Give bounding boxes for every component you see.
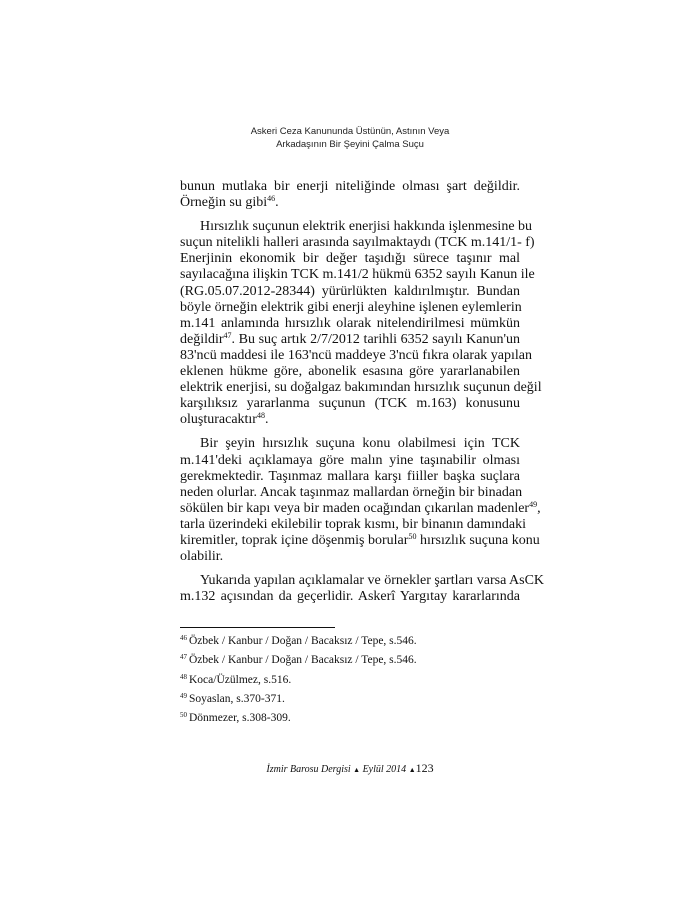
text-line [180, 179, 520, 195]
footnote-ref: 46 [267, 194, 276, 204]
footnote-text: Koca/Üzülmez, s.516. [189, 673, 292, 686]
line-text: Yukarıda yapılan açıklamalar ve örnekler şartları varsa AsCK [200, 573, 545, 589]
footnote-number: 48 [180, 672, 187, 681]
line-text: oluşturacaktır [180, 412, 257, 428]
header-line-1: Askeri Ceza Kanununda Üstünün, Astının Veya [250, 126, 450, 137]
footnote-text: Özbek / Kanbur / Doğan / Bacaksız / Tepe, s.546. [189, 654, 417, 667]
line-text: sayılacağına ilişkin TCK m.141/2 hükmü 6352 sayılı Kanun ile [180, 267, 535, 283]
text-line [180, 380, 542, 396]
paragraph [180, 573, 545, 605]
line-text: Örneğin su gibi [180, 195, 268, 211]
line-text: olabilir. [180, 549, 224, 565]
line-text: (RG.05.07.2012-28344) yürürlükten kaldırılmıştır. Bundan [180, 283, 520, 299]
footer-issue: Eylül 2014 [362, 764, 407, 775]
text-line [180, 436, 520, 452]
text-line [180, 499, 541, 517]
text-line [180, 316, 520, 332]
footnote-ref: 48 [256, 411, 265, 421]
footnote-number: 47 [180, 653, 187, 662]
line-text: neden olurlar. Ancak taşınmaz mallardan örneğin bir binadan [180, 484, 523, 500]
footnote-ref: 50 [408, 531, 417, 541]
footnote [180, 709, 417, 728]
text-line [180, 412, 520, 428]
footnote-ref: 47 [223, 330, 232, 340]
line-text: böyle örneğin elektrik gibi enerji aleyhine işlenen eylemlerin [180, 299, 522, 315]
page-footer [0, 761, 700, 776]
footnote-text: Soyaslan, s.370-371. [189, 692, 285, 705]
text-line [180, 469, 520, 485]
footer-separator-icon: ▲ [353, 766, 361, 774]
line-text: bunun mutlaka bir enerji niteliğinde olması şart değildir. [180, 179, 520, 194]
footnote [180, 671, 417, 690]
text-line [180, 300, 520, 316]
text-line [180, 589, 520, 605]
text-line [180, 284, 520, 300]
text-line [180, 332, 520, 348]
text-line [180, 549, 520, 565]
line-text: Enerjinin ekonomik bir değer taşıdığı sürece taşınır mal [180, 251, 520, 267]
text-line [180, 219, 533, 235]
footer-journal: İzmir Barosu Dergisi [266, 764, 351, 775]
line-text: . Bu suç artık 2/7/2012 tarihli 6352 sayılı Kanun'un [231, 331, 520, 347]
line-text: gerekmektedir. Taşınmaz mallara karşı fiiller başka suçlara [180, 468, 520, 484]
text-line [180, 267, 535, 283]
line-text: hırsızlık suçuna konu [416, 532, 540, 548]
line-text: . [275, 195, 279, 211]
footnote-number: 50 [180, 711, 187, 720]
text-line [180, 573, 545, 589]
line-text: 83'ncü maddesi ile 163'ncü maddeye 3'ncü fıkra olarak yapılan [180, 347, 533, 363]
text-line [180, 251, 520, 267]
running-header [0, 125, 700, 151]
paragraph [180, 219, 542, 428]
text-line [180, 364, 520, 380]
line-text: suçun nitelikli halleri arasında sayılmaktaydı (TCK m.141/1- f) [180, 235, 535, 251]
text-line [180, 516, 527, 533]
text-line [180, 396, 520, 412]
footnotes [180, 632, 417, 728]
line-text: karşılıksız yararlanma suçunun (TCK m.163) konusunu [180, 396, 520, 412]
text-line [180, 347, 533, 364]
line-text: Hırsızlık suçunun elektrik enerjisi hakkında işlenmesine bu [200, 219, 533, 235]
text-line [180, 531, 540, 549]
footnote [180, 651, 417, 670]
body-text [180, 179, 545, 613]
footnote-ref: 49 [529, 499, 538, 509]
line-text: değildir [180, 331, 224, 347]
line-text: m.141 anlamında hırsızlık olarak nitelendirilmesi mümkün [180, 315, 520, 331]
text-line [180, 453, 520, 469]
line-text: elektrik enerjisi, su doğalgaz bakımından hırsızlık suçunun değil [180, 380, 542, 396]
line-text: . [264, 412, 269, 428]
line-text: eklenen hükme göre, abonelik esasına göre yararlanabilen [180, 364, 520, 380]
footnote-number: 46 [180, 634, 187, 642]
footnote [180, 690, 417, 709]
header-line-2: Arkadaşının Bir Şeyini Çalma Suçu [276, 139, 424, 150]
paragraph [180, 179, 520, 211]
footnote-text: Özbek / Kanbur / Doğan / Bacaksız / Tepe, s.546. [189, 635, 417, 647]
line-text: m.132 açısından da geçerlidir. Askerî Yargıtay kararlarında [180, 589, 520, 605]
line-text: kiremitler, toprak içine döşenmiş borular [180, 532, 409, 548]
text-line [180, 235, 535, 251]
footnote [180, 632, 417, 651]
line-text: sökülen bir kapı veya bir maden ocağından çıkarılan madenler [180, 500, 530, 516]
footnote-divider [180, 627, 335, 628]
paragraph [180, 436, 541, 565]
footnote-text: Dönmezer, s.308-309. [189, 712, 291, 725]
text-line [180, 484, 523, 501]
line-text: , [537, 500, 541, 516]
line-text: Bir şeyin hırsızlık suçuna konu olabilmesi için TCK [200, 436, 520, 452]
page-number: 123 [415, 761, 434, 775]
line-text: tarla üzerindeki ekilebilir toprak kısmı, bir binanın damındaki [180, 516, 527, 532]
footer-separator-icon: ▲ [408, 766, 416, 774]
text-line [180, 195, 520, 211]
footnote-number: 49 [180, 691, 187, 700]
line-text: m.141'deki açıklamaya göre malın yine taşınabilir olması [180, 452, 520, 468]
